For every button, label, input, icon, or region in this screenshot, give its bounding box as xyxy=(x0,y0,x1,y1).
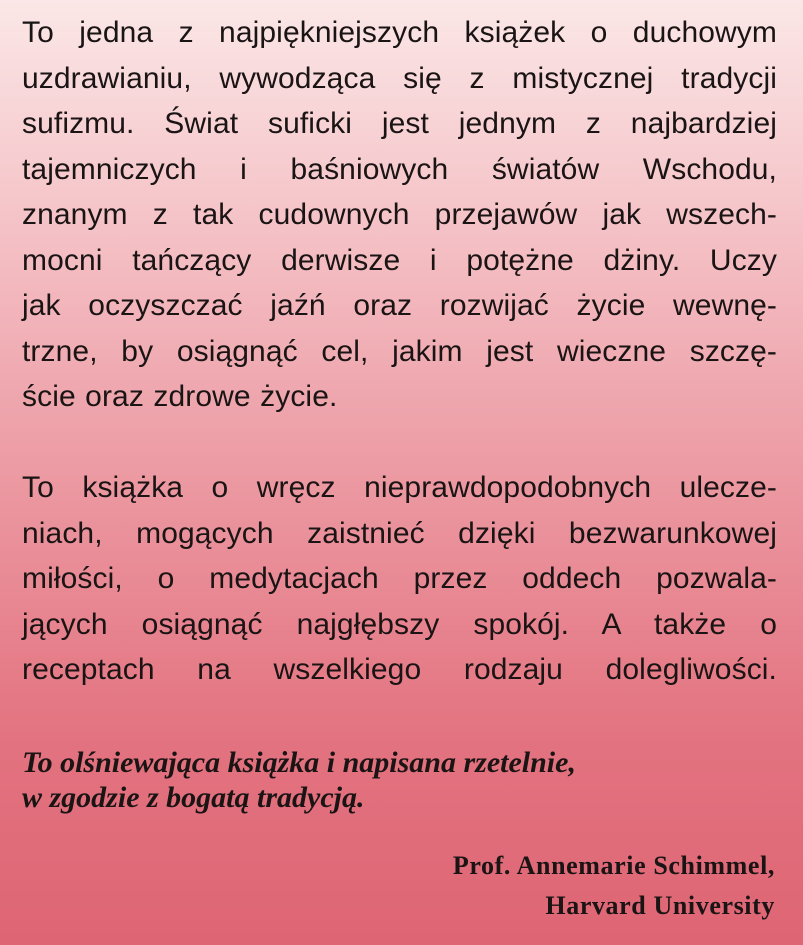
text-line: jących osiągnąć najgłębszy spokój. A także o xyxy=(22,607,777,641)
text-line: To książka o wręcz nieprawdopodobnych ulecze- xyxy=(22,471,777,504)
attribution-affiliation: Harvard University xyxy=(545,891,775,920)
quote-line: To olśniewająca książka i napisana rzetelnie, xyxy=(22,746,576,779)
text-line: niach, mogących zaistnieć dzięki bezwarunkowej xyxy=(22,516,777,550)
text-line: receptach na wszelkiego rodzaju dolegliwości. xyxy=(22,653,777,686)
text-line: ście oraz zdrowe życie. xyxy=(22,380,338,413)
quote-attribution xyxy=(453,846,775,926)
text-line: tajemniczych i baśniowych światów Wschodu, xyxy=(22,152,777,186)
description-paragraph-2 xyxy=(22,465,777,693)
text-line: miłości, o medytacjach przez oddech pozwala- xyxy=(22,562,777,595)
text-line: sufizmu. Świat suficki jest jednym z najbardziej xyxy=(22,107,777,140)
attribution-name: Prof. Annemarie Schimmel, xyxy=(452,851,775,880)
quote-line: w zgodzie z bogatą tradycją. xyxy=(22,781,365,814)
description-paragraph-1 xyxy=(22,10,777,420)
text-line: znanym z tak cudownych przejawów jak wszech- xyxy=(22,198,777,231)
text-line: jak oczyszczać jaźń oraz rozwijać życie wewnę- xyxy=(22,289,777,322)
text-line: To jedna z najpiękniejszych książek o duchowym xyxy=(22,16,777,49)
text-line: trzne, by osiągnąć cel, jakim jest wieczne szczę- xyxy=(22,334,777,368)
endorsement-quote xyxy=(22,745,782,815)
text-line: mocni tańczący derwisze i potężne dżiny. Uczy xyxy=(22,243,777,277)
text-line: uzdrawianiu, wywodząca się z mistycznej tradycji xyxy=(22,61,777,95)
